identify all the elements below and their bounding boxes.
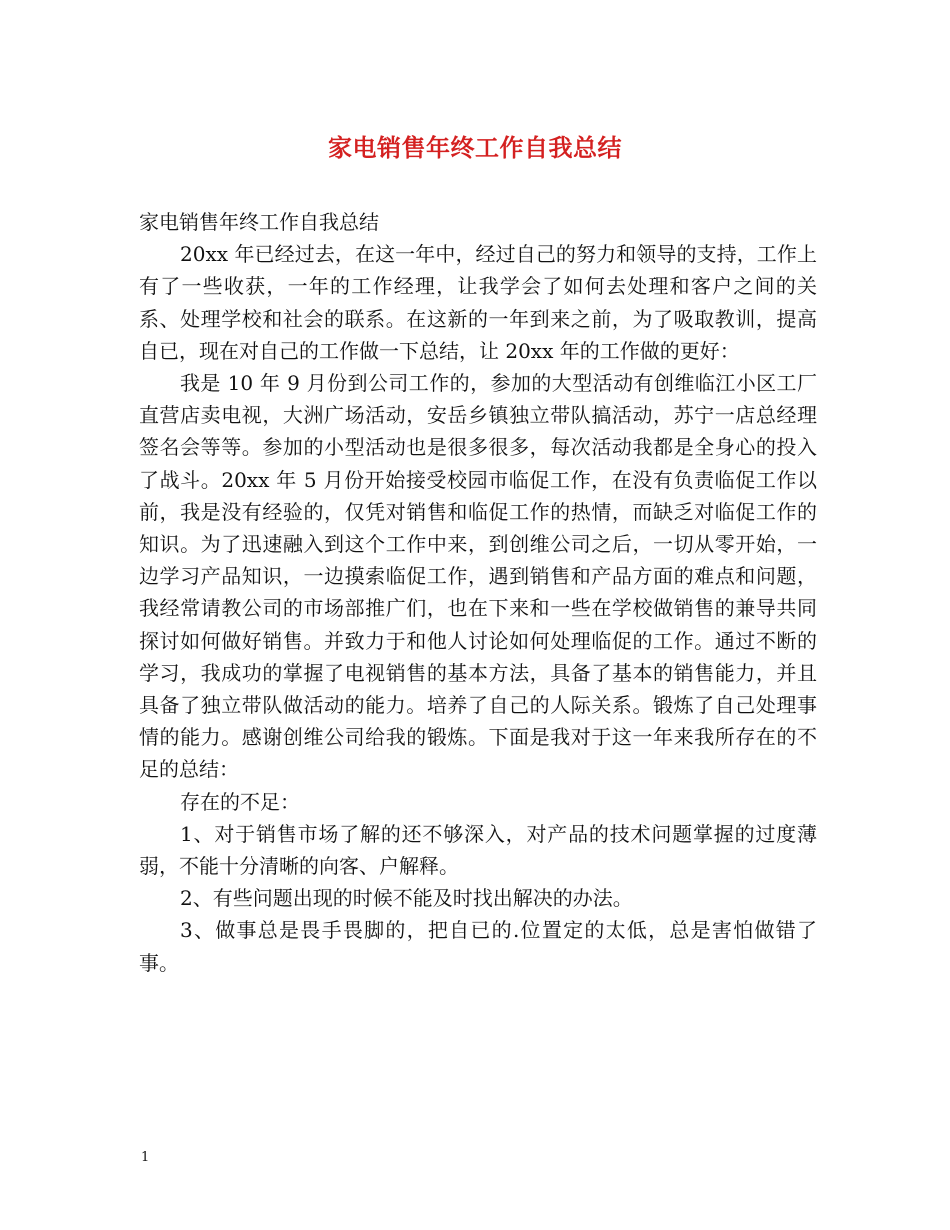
document-body	[139, 206, 817, 979]
paragraph-shortcoming-1: 1、对于销售市场了解的还不够深入，对产品的技术问题掌握的过度薄弱，不能十分清晰的向客、户解释。	[139, 821, 817, 879]
document-title: 家电销售年终工作自我总结	[328, 133, 622, 162]
paragraph-intro: 20xx 年已经过去，在这一年中，经过自己的努力和领导的支持，工作上有了一些收获，一年的工作经理，让我学会了如何去处理和客户之间的关系、处理学校和社会的联系。在这新的一年到来之前，为了吸取教训，提高自已，现在对自己的工作做一下总结，让 20xx 年的工作做的更好：	[139, 242, 817, 363]
document-subtitle: 家电销售年终工作自我总结	[139, 210, 379, 234]
paragraph-experience: 我是 10 年 9 月份到公司工作的，参加的大型活动有创维临江小区工厂直营店卖电视，大洲广场活动，安岳乡镇独立带队搞活动，苏宁一店总经理签名会等等。参加的小型活动也是很多很多，每次活动我都是全身心的投入了战斗。20xx 年 5 月份开始接受校园市临促工作，在没有负责临促工作以前，我是没有经验的，仅凭对销售和临促工作的热情，而缺乏对临促工作的知识。为了迅速融入到这个工作中来，到创维公司之后，一切从零开始，一边学习产品知识，一边摸索临促工作，遇到销售和产品方面的难点和问题，我经常请教公司的市场部推广们，也在下来和一些在学校做销售的兼导共同探讨如何做好销售。并致力于和他人讨论如何处理临促的工作。通过不断的学习，我成功的掌握了电视销售的基本方法，具备了基本的销售能力，并且具备了独立带队做活动的能力。培养了自己的人际关系。锻炼了自己处理事情的能力。感谢创维公司给我的锻炼。下面是我对于这一年来我所存在的不足的总结：	[139, 371, 817, 782]
paragraph-shortcoming-3: 3、做事总是畏手畏脚的，把自已的.位置定的太低，总是害怕做错了事。	[139, 918, 817, 975]
paragraph-shortcomings-heading: 存在的不足：	[180, 789, 300, 814]
page-number: 1	[141, 1150, 150, 1165]
paragraph-shortcoming-2: 2、有些问题出现的时候不能及时找出解决的办法。	[180, 886, 633, 911]
